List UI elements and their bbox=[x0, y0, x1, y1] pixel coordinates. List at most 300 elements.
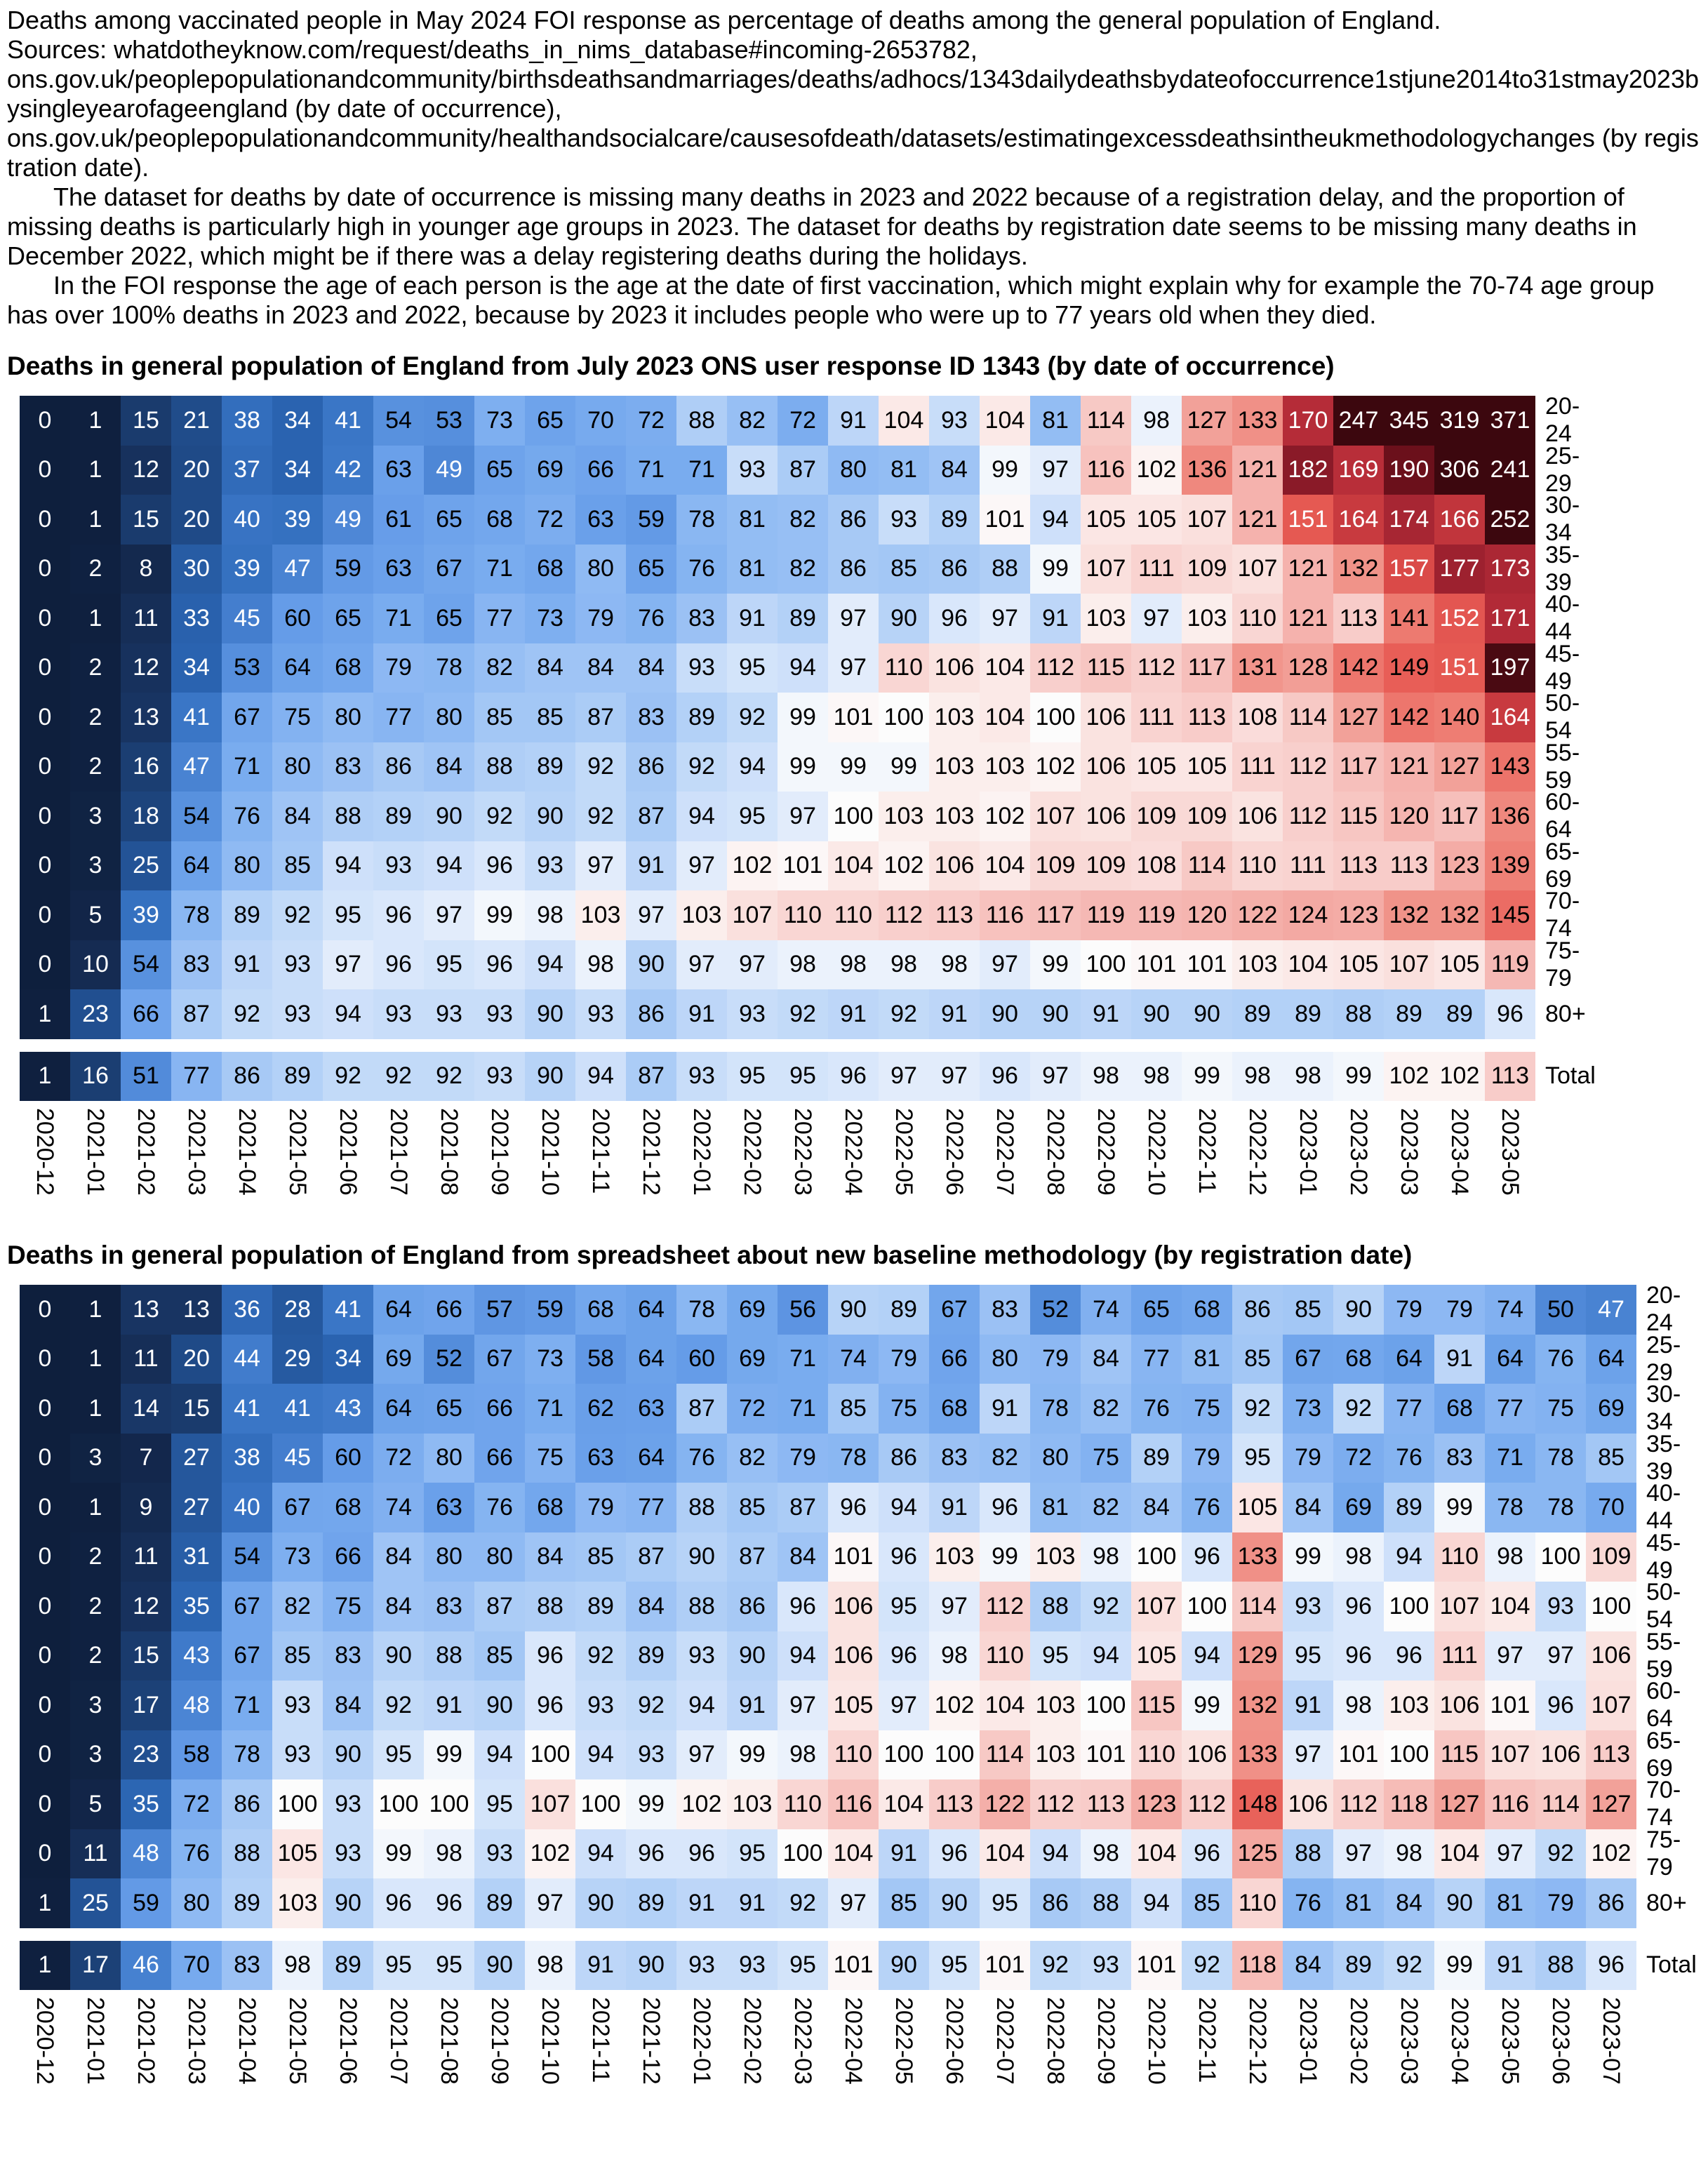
month-label: 2022-07 bbox=[992, 1108, 1018, 1196]
heatmap-cell: 89 bbox=[272, 1052, 323, 1102]
heatmap-cell: 99 bbox=[474, 890, 525, 940]
heatmap-cell: 93 bbox=[676, 1631, 727, 1681]
heatmap-cell: 81 bbox=[1030, 396, 1081, 446]
heatmap-cell: 121 bbox=[1283, 545, 1333, 594]
heatmap-cell: 113 bbox=[929, 1779, 980, 1829]
heatmap-cell: 96 bbox=[474, 940, 525, 990]
month-label: 2021-01 bbox=[82, 1997, 109, 2085]
heatmap-cell: 116 bbox=[1081, 446, 1131, 495]
heatmap-cell: 64 bbox=[373, 1285, 424, 1335]
heatmap-cell: 64 bbox=[1586, 1335, 1636, 1384]
row-label-30-34: 30-34 bbox=[1646, 1381, 1681, 1436]
heatmap-cell: 76 bbox=[676, 1434, 727, 1483]
heatmap-cell: 37 bbox=[222, 446, 272, 495]
heatmap-cell: 89 bbox=[525, 742, 575, 792]
heatmap-cell: 174 bbox=[1384, 495, 1434, 545]
heatmap-cell: 67 bbox=[222, 1582, 272, 1631]
heatmap-cell: 58 bbox=[575, 1335, 626, 1384]
heatmap-cell: 112 bbox=[1333, 1779, 1384, 1829]
heatmap-cell: 71 bbox=[778, 1384, 828, 1434]
heatmap-cell: 129 bbox=[1232, 1631, 1283, 1681]
heatmap-cell: 122 bbox=[1232, 890, 1283, 940]
heatmap-cell: 97 bbox=[778, 1681, 828, 1730]
heatmap-cell: 90 bbox=[879, 1941, 929, 1991]
heatmap-cell: 2 bbox=[70, 643, 121, 693]
heatmap-cell: 85 bbox=[1586, 1434, 1636, 1483]
row-label-60-64: 60-64 bbox=[1646, 1678, 1681, 1732]
heatmap-cell: 104 bbox=[980, 693, 1030, 742]
heatmap-cell: 90 bbox=[373, 1631, 424, 1681]
heatmap-cell: 103 bbox=[272, 1878, 323, 1928]
heatmap-cell: 77 bbox=[1384, 1384, 1434, 1434]
heatmap-cell: 92 bbox=[1384, 1941, 1434, 1991]
heatmap-cell: 100 bbox=[1182, 1582, 1232, 1631]
heatmap-cell: 93 bbox=[323, 1829, 373, 1879]
heatmap-cell: 41 bbox=[272, 1384, 323, 1434]
heatmap-cell: 102 bbox=[1434, 1052, 1485, 1102]
heatmap-cell: 127 bbox=[1434, 1779, 1485, 1829]
heatmap-cell: 79 bbox=[1535, 1878, 1586, 1928]
heatmap-cell: 25 bbox=[70, 1878, 121, 1928]
heatmap-cell: 371 bbox=[1485, 396, 1535, 446]
heatmap-cell: 91 bbox=[727, 594, 778, 643]
heatmap-cell: 97 bbox=[424, 890, 474, 940]
heatmap-cell: 1 bbox=[70, 1384, 121, 1434]
month-label: 2020-12 bbox=[32, 1997, 58, 2085]
heatmap-cell: 95 bbox=[1283, 1631, 1333, 1681]
heatmap-cell: 99 bbox=[828, 742, 879, 792]
heatmap-cell: 0 bbox=[20, 1434, 70, 1483]
heatmap-cell: 91 bbox=[1030, 594, 1081, 643]
heatmap-cell: 88 bbox=[474, 742, 525, 792]
heatmap-cell: 106 bbox=[929, 841, 980, 891]
heatmap-cell: 49 bbox=[323, 495, 373, 545]
heatmap-cell: 91 bbox=[727, 1878, 778, 1928]
heatmap-cell: 105 bbox=[1232, 1483, 1283, 1532]
heatmap-cell: 90 bbox=[626, 1941, 676, 1991]
heatmap-cell: 95 bbox=[727, 643, 778, 693]
month-label: 2021-10 bbox=[537, 1997, 563, 2085]
heatmap-cell: 164 bbox=[1333, 495, 1384, 545]
heatmap-cell: 99 bbox=[1434, 1483, 1485, 1532]
heatmap-cell: 109 bbox=[1030, 841, 1081, 891]
heatmap-cell: 112 bbox=[1030, 643, 1081, 693]
heatmap-cell: 84 bbox=[575, 643, 626, 693]
heatmap-cell: 93 bbox=[323, 1779, 373, 1829]
month-label: 2021-10 bbox=[537, 1108, 563, 1196]
heatmap-cell: 98 bbox=[1081, 1829, 1131, 1879]
heatmap-cell: 35 bbox=[121, 1779, 171, 1829]
heatmap-cell: 73 bbox=[1283, 1384, 1333, 1434]
heatmap-cell: 80 bbox=[980, 1335, 1030, 1384]
month-label: 2021-11 bbox=[587, 1997, 614, 2083]
heatmap-cell: 91 bbox=[1081, 989, 1131, 1039]
heatmap-cell: 105 bbox=[1131, 1631, 1182, 1681]
heatmap-cell: 96 bbox=[1182, 1829, 1232, 1879]
row-label-30-34: 30-34 bbox=[1545, 492, 1580, 547]
heatmap-cell: 123 bbox=[1434, 841, 1485, 891]
heatmap-cell: 57 bbox=[474, 1285, 525, 1335]
heatmap-cell: 104 bbox=[1434, 1829, 1485, 1879]
month-label: 2023-05 bbox=[1497, 1108, 1523, 1196]
heatmap-cell: 0 bbox=[20, 396, 70, 446]
heatmap-cell: 99 bbox=[1030, 545, 1081, 594]
heatmap-cell: 81 bbox=[879, 446, 929, 495]
heatmap-cell: 14 bbox=[121, 1384, 171, 1434]
heatmap-cell: 141 bbox=[1384, 594, 1434, 643]
heatmap-cell: 112 bbox=[1131, 643, 1182, 693]
heatmap-cell: 182 bbox=[1283, 446, 1333, 495]
month-label: 2021-12 bbox=[638, 1997, 665, 2085]
heatmap-cell: 104 bbox=[828, 841, 879, 891]
heatmap-cell: 105 bbox=[1131, 742, 1182, 792]
heatmap-cell: 90 bbox=[525, 989, 575, 1039]
heatmap-cell: 92 bbox=[373, 1052, 424, 1102]
heatmap-cell: 93 bbox=[879, 495, 929, 545]
month-label: 2022-06 bbox=[941, 1997, 968, 2085]
heatmap-cell: 12 bbox=[121, 643, 171, 693]
heatmap-cell: 27 bbox=[171, 1483, 222, 1532]
heatmap-cell: 93 bbox=[727, 446, 778, 495]
heatmap-cell: 85 bbox=[879, 1878, 929, 1928]
heatmap-cell: 132 bbox=[1434, 890, 1485, 940]
heatmap-cell: 99 bbox=[1182, 1052, 1232, 1102]
heatmap-cell: 105 bbox=[272, 1829, 323, 1879]
heatmap-cell: 120 bbox=[1384, 792, 1434, 841]
heatmap-cell: 87 bbox=[626, 1532, 676, 1582]
heatmap-cell: 104 bbox=[1485, 1582, 1535, 1631]
heatmap-cell: 88 bbox=[980, 545, 1030, 594]
heatmap-cell: 92 bbox=[1081, 1582, 1131, 1631]
row-label-70-74: 70-74 bbox=[1646, 1777, 1681, 1831]
heatmap-cell: 92 bbox=[778, 1878, 828, 1928]
row-label-65-69: 65-69 bbox=[1545, 838, 1580, 893]
heatmap-cell: 103 bbox=[929, 1532, 980, 1582]
heatmap-cell: 91 bbox=[980, 1384, 1030, 1434]
heatmap-cell: 86 bbox=[1586, 1878, 1636, 1928]
heatmap-cell: 98 bbox=[1081, 1052, 1131, 1102]
heatmap-cell: 41 bbox=[323, 1285, 373, 1335]
heatmap-cell: 66 bbox=[424, 1285, 474, 1335]
heatmap-cell: 101 bbox=[778, 841, 828, 891]
heatmap-cell: 9 bbox=[121, 1483, 171, 1532]
heatmap-cell: 78 bbox=[1485, 1483, 1535, 1532]
heatmap-cell: 65 bbox=[323, 594, 373, 643]
heatmap-cell: 86 bbox=[222, 1052, 272, 1102]
heatmap-cell: 106 bbox=[929, 643, 980, 693]
heatmap-cell: 173 bbox=[1485, 545, 1535, 594]
heatmap-cell: 68 bbox=[474, 495, 525, 545]
heatmap-cell: 121 bbox=[1232, 495, 1283, 545]
heatmap-cell: 97 bbox=[1030, 1052, 1081, 1102]
row-label-65-69: 65-69 bbox=[1646, 1727, 1681, 1782]
heatmap-cell: 106 bbox=[1081, 742, 1131, 792]
heatmap-cell: 113 bbox=[1182, 693, 1232, 742]
heatmap-cell: 133 bbox=[1232, 396, 1283, 446]
heatmap-cell: 197 bbox=[1485, 643, 1535, 693]
heatmap-cell: 69 bbox=[1333, 1483, 1384, 1532]
month-label: 2021-06 bbox=[335, 1108, 361, 1196]
heatmap-cell: 91 bbox=[929, 1483, 980, 1532]
heatmap-cell: 88 bbox=[1030, 1582, 1081, 1631]
heatmap-cell: 3 bbox=[70, 792, 121, 841]
heatmap-cell: 80 bbox=[424, 693, 474, 742]
heatmap-cell: 47 bbox=[272, 545, 323, 594]
heatmap-cell: 80 bbox=[474, 1532, 525, 1582]
heatmap-cell: 119 bbox=[1131, 890, 1182, 940]
heatmap-cell: 88 bbox=[1283, 1829, 1333, 1879]
heatmap-cell: 76 bbox=[1384, 1434, 1434, 1483]
heatmap-cell: 98 bbox=[1333, 1532, 1384, 1582]
heatmap-cell: 3 bbox=[70, 1434, 121, 1483]
heatmap-cell: 77 bbox=[373, 693, 424, 742]
heatmap-cell: 94 bbox=[879, 1483, 929, 1532]
heatmap-cell: 42 bbox=[323, 446, 373, 495]
heatmap-cell: 101 bbox=[1131, 1941, 1182, 1991]
heatmap-cell: 97 bbox=[525, 1878, 575, 1928]
axis-corner bbox=[1636, 1990, 1704, 2108]
heatmap-cell: 92 bbox=[474, 792, 525, 841]
month-label: 2020-12 bbox=[32, 1108, 58, 1196]
heatmap-cell: 92 bbox=[879, 989, 929, 1039]
heatmap-cell: 74 bbox=[1485, 1285, 1535, 1335]
heatmap-cell: 92 bbox=[424, 1052, 474, 1102]
heatmap-cell: 69 bbox=[525, 446, 575, 495]
heatmap-cell: 69 bbox=[373, 1335, 424, 1384]
heatmap-cell: 84 bbox=[323, 1681, 373, 1730]
heatmap-cell: 1 bbox=[70, 396, 121, 446]
heatmap-cell: 92 bbox=[626, 1681, 676, 1730]
heatmap-cell: 75 bbox=[525, 1434, 575, 1483]
month-label: 2021-01 bbox=[82, 1108, 109, 1196]
heatmap-cell: 13 bbox=[121, 1285, 171, 1335]
heatmap-cell: 1 bbox=[20, 1052, 70, 1102]
heatmap-cell: 92 bbox=[575, 742, 626, 792]
heatmap-cell: 86 bbox=[1030, 1878, 1081, 1928]
heatmap-cell: 106 bbox=[1081, 693, 1131, 742]
heatmap-cell: 112 bbox=[879, 890, 929, 940]
heatmap-cell: 99 bbox=[424, 1730, 474, 1780]
month-label: 2021-05 bbox=[284, 1997, 311, 2085]
heatmap-cell: 120 bbox=[1182, 890, 1232, 940]
heatmap-cell: 83 bbox=[424, 1582, 474, 1631]
heatmap-cell: 64 bbox=[272, 643, 323, 693]
heatmap-cell: 85 bbox=[879, 545, 929, 594]
heatmap-cell: 54 bbox=[222, 1532, 272, 1582]
heatmap-cell: 94 bbox=[1081, 1631, 1131, 1681]
heatmap-cell: 29 bbox=[272, 1335, 323, 1384]
heatmap-cell: 81 bbox=[1030, 1483, 1081, 1532]
heatmap-cell: 71 bbox=[373, 594, 424, 643]
heatmap-cell: 90 bbox=[474, 1681, 525, 1730]
heatmap-cell: 94 bbox=[575, 1052, 626, 1102]
heatmap-cell: 98 bbox=[828, 940, 879, 990]
heatmap-cell: 65 bbox=[424, 495, 474, 545]
month-label: 2023-04 bbox=[1446, 1108, 1473, 1196]
heatmap-cell: 102 bbox=[1131, 446, 1182, 495]
heatmap-cell: 63 bbox=[575, 1434, 626, 1483]
heatmap-cell: 76 bbox=[171, 1829, 222, 1879]
heatmap-cell: 83 bbox=[980, 1285, 1030, 1335]
heatmap-cell: 91 bbox=[676, 989, 727, 1039]
heatmap-cell: 75 bbox=[1182, 1384, 1232, 1434]
heatmap-cell: 133 bbox=[1232, 1532, 1283, 1582]
heatmap-cell: 97 bbox=[676, 940, 727, 990]
heatmap-cell: 103 bbox=[727, 1779, 778, 1829]
month-label: 2022-08 bbox=[1042, 1997, 1069, 2085]
heatmap-cell: 99 bbox=[980, 446, 1030, 495]
month-label: 2022-12 bbox=[1244, 1997, 1271, 2085]
heatmap-cell: 97 bbox=[676, 1730, 727, 1780]
heatmap-cell: 18 bbox=[121, 792, 171, 841]
heatmap-cell: 101 bbox=[828, 1941, 879, 1991]
month-label: 2021-07 bbox=[385, 1108, 412, 1196]
heatmap-cell: 75 bbox=[272, 693, 323, 742]
heatmap-cell: 59 bbox=[525, 1285, 575, 1335]
heatmap-cell: 96 bbox=[424, 1878, 474, 1928]
heatmap-cell: 80 bbox=[323, 693, 373, 742]
heatmap-cell: 123 bbox=[1131, 1779, 1182, 1829]
heatmap-cell: 94 bbox=[424, 841, 474, 891]
heatmap-cell: 93 bbox=[272, 989, 323, 1039]
heatmap-cell: 83 bbox=[626, 693, 676, 742]
heatmap-cell: 66 bbox=[474, 1384, 525, 1434]
month-label: 2021-09 bbox=[486, 1997, 513, 2085]
heatmap-cell: 88 bbox=[424, 1631, 474, 1681]
heatmap-cell: 85 bbox=[272, 841, 323, 891]
heatmap-cell: 117 bbox=[1030, 890, 1081, 940]
heatmap-cell: 54 bbox=[171, 792, 222, 841]
heatmap-cell: 106 bbox=[828, 1582, 879, 1631]
heatmap-cell: 86 bbox=[879, 1434, 929, 1483]
heatmap-cell: 17 bbox=[70, 1941, 121, 1991]
intro-source-url-2: ons.gov.uk/peoplepopulationandcommunity/healthandsocialcare/causesofdeath/datasets/estimatingexcessdeathsintheukmethodologychanges (by registration date). bbox=[7, 123, 1699, 182]
heatmap-cell: 90 bbox=[424, 792, 474, 841]
heatmap-cell: 99 bbox=[1030, 940, 1081, 990]
heatmap-cell: 98 bbox=[424, 1829, 474, 1879]
month-label: 2022-11 bbox=[1194, 1997, 1220, 2083]
heatmap-cell: 132 bbox=[1384, 890, 1434, 940]
month-label: 2021-02 bbox=[133, 1997, 159, 2085]
heatmap-cell: 84 bbox=[1131, 1483, 1182, 1532]
heatmap-cell: 95 bbox=[980, 1878, 1030, 1928]
heatmap-cell: 83 bbox=[676, 594, 727, 643]
month-label: 2022-09 bbox=[1093, 1108, 1119, 1196]
month-label: 2023-07 bbox=[1598, 1997, 1624, 2085]
heatmap-cell: 64 bbox=[373, 1384, 424, 1434]
heatmap-cell: 1 bbox=[70, 1483, 121, 1532]
heatmap-cell: 96 bbox=[373, 1878, 424, 1928]
heatmap-cell: 0 bbox=[20, 1285, 70, 1335]
heatmap-cell: 97 bbox=[1030, 446, 1081, 495]
heatmap-cell: 64 bbox=[626, 1434, 676, 1483]
month-label: 2021-04 bbox=[234, 1108, 260, 1196]
heatmap-cell: 71 bbox=[778, 1335, 828, 1384]
heatmap-cell: 72 bbox=[778, 396, 828, 446]
heatmap-cell: 94 bbox=[323, 841, 373, 891]
heatmap-cell: 82 bbox=[474, 643, 525, 693]
heatmap-cell: 87 bbox=[474, 1582, 525, 1631]
heatmap-cell: 87 bbox=[727, 1532, 778, 1582]
heatmap-cell: 91 bbox=[929, 989, 980, 1039]
heatmap-cell: 86 bbox=[222, 1779, 272, 1829]
month-label: 2022-10 bbox=[1143, 1108, 1170, 1196]
heatmap-cell: 103 bbox=[1182, 594, 1232, 643]
heatmap-cell: 51 bbox=[121, 1052, 171, 1102]
heatmap-cell: 68 bbox=[1434, 1384, 1485, 1434]
heatmap-cell: 47 bbox=[171, 742, 222, 792]
heatmap-cell: 88 bbox=[323, 792, 373, 841]
heatmap-cell: 96 bbox=[525, 1631, 575, 1681]
heatmap-cell: 83 bbox=[222, 1941, 272, 1991]
heatmap-cell: 72 bbox=[1333, 1434, 1384, 1483]
month-label: 2022-10 bbox=[1143, 1997, 1170, 2085]
heatmap-cell: 105 bbox=[1333, 940, 1384, 990]
heatmap-cell: 90 bbox=[828, 1285, 879, 1335]
row-label-35-39: 35-39 bbox=[1545, 541, 1580, 596]
heatmap-cell: 91 bbox=[575, 1941, 626, 1991]
heatmap-cell: 99 bbox=[879, 742, 929, 792]
heatmap-cell: 15 bbox=[121, 396, 171, 446]
heatmap-cell: 101 bbox=[828, 693, 879, 742]
heatmap-cell: 107 bbox=[1586, 1681, 1636, 1730]
heatmap-cell: 151 bbox=[1434, 643, 1485, 693]
heatmap-cell: 96 bbox=[525, 1681, 575, 1730]
heatmap-cell: 5 bbox=[70, 890, 121, 940]
heatmap-cell: 96 bbox=[778, 1582, 828, 1631]
heatmap-cell: 54 bbox=[373, 396, 424, 446]
heatmap-cell: 93 bbox=[525, 841, 575, 891]
heatmap-cell: 20 bbox=[171, 1335, 222, 1384]
heatmap-cell: 132 bbox=[1333, 545, 1384, 594]
heatmap-cell: 127 bbox=[1182, 396, 1232, 446]
heatmap-cell: 70 bbox=[171, 1941, 222, 1991]
heatmap-cell: 2 bbox=[70, 742, 121, 792]
heatmap-cell: 40 bbox=[222, 1483, 272, 1532]
heatmap-cell: 96 bbox=[879, 1631, 929, 1681]
heatmap-cell: 97 bbox=[879, 1681, 929, 1730]
heatmap-cell: 20 bbox=[171, 495, 222, 545]
heatmap-cell: 69 bbox=[727, 1335, 778, 1384]
heatmap-cell: 64 bbox=[626, 1285, 676, 1335]
heatmap-cell: 99 bbox=[778, 742, 828, 792]
heatmap-cell: 43 bbox=[171, 1631, 222, 1681]
row-label-20-24: 20-24 bbox=[1545, 393, 1580, 448]
heatmap-cell: 84 bbox=[1283, 1941, 1333, 1991]
heatmap-cell: 93 bbox=[1535, 1582, 1586, 1631]
row-label-25-29: 25-29 bbox=[1646, 1331, 1681, 1386]
heatmap-cell: 118 bbox=[1384, 1779, 1434, 1829]
heatmap-cell: 60 bbox=[272, 594, 323, 643]
heatmap-cell: 113 bbox=[1485, 1052, 1535, 1102]
heatmap-cell: 88 bbox=[222, 1829, 272, 1879]
month-label: 2022-03 bbox=[789, 1108, 816, 1196]
heatmap-cell: 89 bbox=[373, 792, 424, 841]
month-label: 2021-06 bbox=[335, 1997, 361, 2085]
total-row-gap bbox=[20, 1928, 1704, 1941]
heatmap-cell: 139 bbox=[1485, 841, 1535, 891]
heatmap-cell: 79 bbox=[1030, 1335, 1081, 1384]
heatmap-cell: 92 bbox=[323, 1052, 373, 1102]
heatmap-cell: 87 bbox=[626, 1052, 676, 1102]
heatmap-cell: 89 bbox=[1283, 989, 1333, 1039]
heatmap-cell: 0 bbox=[20, 446, 70, 495]
heatmap-cell: 103 bbox=[929, 693, 980, 742]
heatmap-cell: 70 bbox=[575, 396, 626, 446]
heatmap-cell: 115 bbox=[1434, 1730, 1485, 1780]
heatmap-cell: 136 bbox=[1485, 792, 1535, 841]
heatmap-cell: 104 bbox=[879, 1779, 929, 1829]
